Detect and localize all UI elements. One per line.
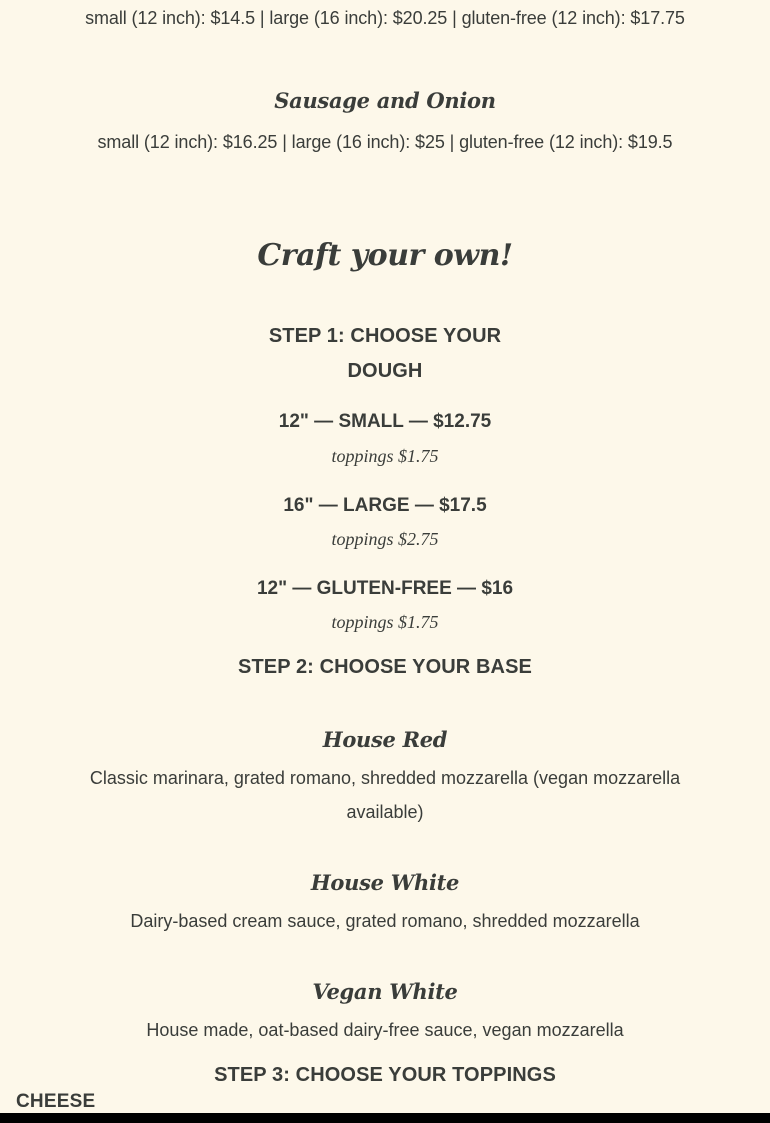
step1-heading-line2: DOUGH <box>347 360 423 382</box>
base-house-red-desc-line1: Classic marinara, grated romano, shredded mozzarella (vegan mozzarella <box>89 768 681 788</box>
size-small-toppings: toppings $1.75 <box>331 446 439 466</box>
base-house-red-desc-line2: available) <box>346 802 424 822</box>
base-house-white-desc: Dairy-based cream sauce, grated romano, shredded mozzarella <box>130 911 640 931</box>
base-house-white-title: House White <box>310 870 460 895</box>
size-small-label: 12" — SMALL — $12.75 <box>278 411 492 432</box>
sausage-onion-prices: small (12 inch): $16.25 | large (16 inch): $25 | gluten-free (12 inch): $19.5 <box>97 132 673 152</box>
base-house-red-title: House Red <box>322 727 448 752</box>
step2-heading: STEP 2: CHOOSE YOUR BASE <box>238 656 532 678</box>
cheese-category-label: CHEESE <box>16 1091 96 1112</box>
base-vegan-white-desc: House made, oat-based dairy-free sauce, vegan mozzarella <box>146 1020 624 1040</box>
base-vegan-white-title: Vegan White <box>312 979 458 1004</box>
step3-heading: STEP 3: CHOOSE YOUR TOPPINGS <box>214 1064 556 1086</box>
previous-pizza-prices: small (12 inch): $14.5 | large (16 inch): $20.25 | gluten-free (12 inch): $17.75 <box>85 8 685 28</box>
step1-heading-line1: STEP 1: CHOOSE YOUR <box>268 325 502 347</box>
size-large-label: 16" — LARGE — $17.5 <box>283 495 487 516</box>
sausage-onion-title: Sausage and Onion <box>274 88 496 113</box>
craft-your-own-title: Craft your own! <box>257 238 513 273</box>
size-gluten-free-label: 12" — GLUTEN-FREE — $16 <box>256 578 514 599</box>
size-gluten-free-toppings: toppings $1.75 <box>331 612 439 632</box>
bottom-bar <box>0 1113 770 1123</box>
size-large-toppings: toppings $2.75 <box>331 529 439 549</box>
